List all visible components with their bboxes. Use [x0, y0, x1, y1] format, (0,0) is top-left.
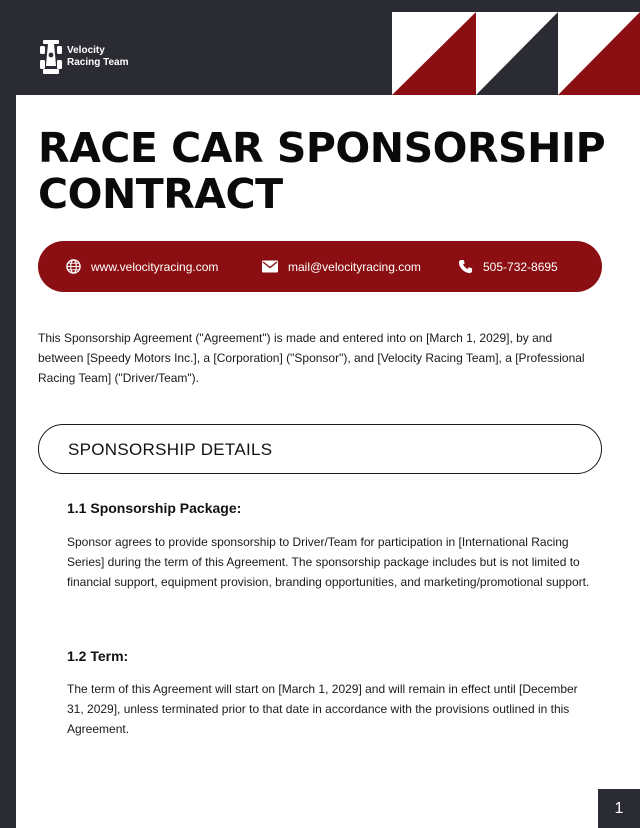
- sub-heading-package: 1.1 Sponsorship Package:: [67, 500, 242, 516]
- page-title: RACE CAR SPONSORSHIP CONTRACT: [38, 124, 606, 218]
- intro-paragraph: This Sponsorship Agreement ("Agreement") is made and entered into on [March 1, 2029], by and between [Speedy Motors Inc.], a [Corporation] ("Sponsor"), and [Velocity Racing Team], a [Professional Racing Team] ("Driver/Team").: [38, 331, 585, 385]
- section-header: [38, 424, 602, 474]
- page-number: 1: [598, 789, 640, 828]
- race-car-icon: [40, 40, 62, 74]
- paragraph-package: Sponsor agrees to provide sponsorship to Driver/Team for participation in [International Racing Series] during the term of this Agreement. The sponsorship package includes but is not limited to financial support, equipment provision, branding opportunities, and marketing/promotional support.: [67, 535, 590, 589]
- contact-email[interactable]: [262, 260, 421, 274]
- decorative-triangles: [392, 12, 640, 95]
- contact-phone[interactable]: [458, 259, 558, 274]
- paragraph-term: The term of this Agreement will start on [March 1, 2029] and will remain in effect until [December 31, 2029], unless terminated prior to that date in accordance with the provisions outlined in this Agreement.: [67, 682, 578, 736]
- contact-website[interactable]: [66, 259, 218, 274]
- mail-icon: [262, 260, 278, 273]
- website-text: www.velocityracing.com: [91, 259, 219, 274]
- sub-heading-term: 1.2 Term:: [67, 648, 129, 664]
- section-title: SPONSORSHIP DETAILS: [68, 440, 273, 459]
- brand-name-line1: Velocity: [67, 45, 105, 56]
- email-text: mail@velocityracing.com: [288, 259, 421, 274]
- contact-bar: [38, 241, 602, 292]
- globe-icon: [66, 259, 81, 274]
- brand-name-line2: Racing Team: [67, 57, 129, 68]
- document-page: [16, 95, 640, 828]
- phone-text: 505-732-8695: [483, 259, 558, 274]
- phone-icon: [458, 259, 473, 274]
- brand-name: [67, 45, 129, 69]
- brand-logo: [40, 40, 129, 74]
- header-band: [0, 0, 640, 95]
